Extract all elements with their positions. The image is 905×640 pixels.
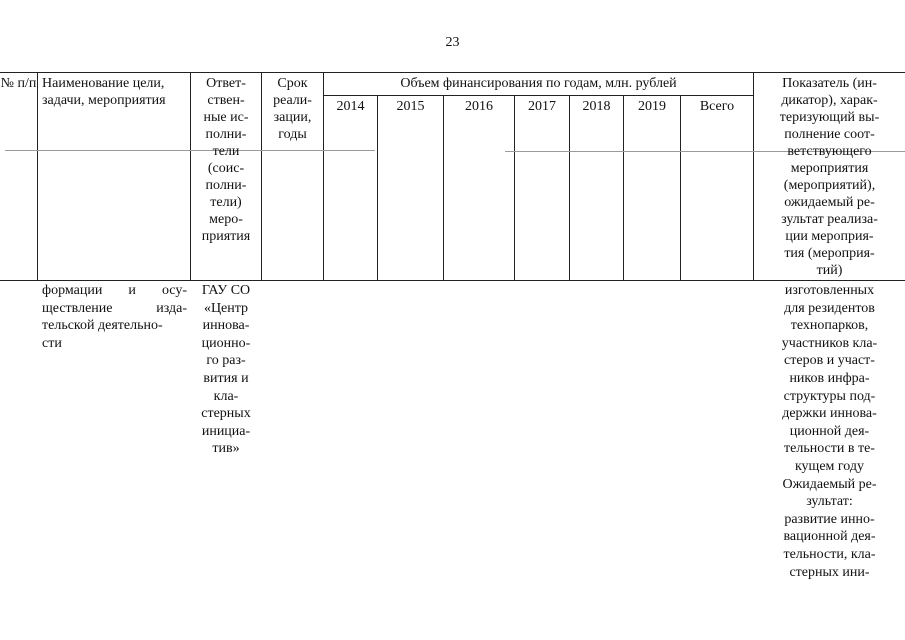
header-name: Наименование цели, задачи, мероприятия: [42, 76, 166, 108]
header-year-2014: 2014: [336, 99, 365, 114]
header-term: Срок реали- зации, годы: [273, 76, 312, 142]
scan-artifact-line: [5, 150, 375, 151]
header-responsible: Ответ- ствен- ные ис- полни- тели (соис- полни- тели) меро- приятия: [201, 76, 251, 244]
page-number: 23: [445, 35, 460, 50]
header-year-2018: 2018: [582, 99, 611, 114]
row-responsible: ГАУ СО «Центр иннова- ционно- го раз- вития и кла- стерных инициа- тив»: [201, 283, 251, 457]
header-year-2015: 2015: [396, 99, 425, 114]
row-name: формации и осу- ществление изда- тельской деятельно- сти: [42, 283, 187, 351]
header-year-2019: 2019: [638, 99, 666, 114]
header-funding: Объем финансирования по годам, млн. рублей: [400, 76, 677, 91]
header-year-2016: 2016: [465, 99, 493, 114]
header-year-2017: 2017: [528, 99, 556, 114]
header-indicator: Показатель (ин- дикатор), харак- теризующий вы- полнение соот- ветствующего мероприятия (мероприятий), ожидаемый ре- зультат реализа- ции мероприя- тия (мероприя- тий): [779, 76, 880, 278]
header-total: Всего: [699, 99, 735, 114]
row-indicator: изготовленных для резидентов технопарков, участников кла- стеров и участ- ников инфра- структуры под- держки иннова- ционной дея- тельности в те- кущем году Ожидаемый ре- зультат: развитие инно- вационной дея- тельности, кла- стерных ини-: [781, 283, 878, 580]
header-number: № п/п: [0, 76, 37, 91]
